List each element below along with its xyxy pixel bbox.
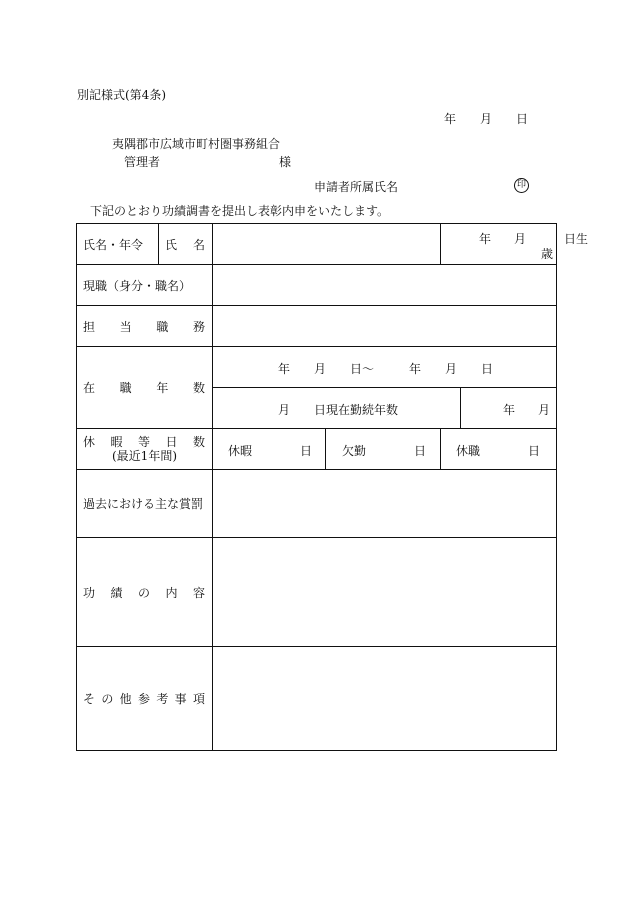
absence-label: 欠勤 xyxy=(342,444,367,458)
row-tenure-period xyxy=(77,347,557,388)
to-year: 年 xyxy=(409,362,422,376)
merit-label-cell xyxy=(77,538,213,647)
absence-cell[interactable] xyxy=(326,429,441,470)
position-label: 現職（身分・職名） xyxy=(77,265,213,306)
tenure-period-cell[interactable] xyxy=(213,347,557,388)
birthdate-cell[interactable] xyxy=(441,224,589,265)
awards-input-cell[interactable] xyxy=(213,470,557,538)
name-sublabel-cell xyxy=(159,224,213,265)
row-awards xyxy=(77,470,557,538)
leave-label: 休 暇 等 日 数 xyxy=(83,434,205,449)
intro-text: 下記のとおり功績調書を提出し表彰内申をいたします。 xyxy=(90,204,390,218)
date-day: 日 xyxy=(516,112,529,126)
row-leave xyxy=(77,429,557,470)
duty-label: 担 当 職 務 xyxy=(83,319,205,334)
row-merit xyxy=(77,538,557,647)
suspension-label: 休職 xyxy=(456,444,481,458)
from-day: 日～ xyxy=(350,362,375,376)
applicant-label: 申請者所属氏名 xyxy=(314,180,399,194)
position-input-cell[interactable] xyxy=(213,265,557,306)
birth-year: 年 xyxy=(479,232,492,246)
suspension-cell[interactable] xyxy=(441,429,557,470)
awards-label: 過去における主な賞罰 xyxy=(77,470,213,538)
vacation-label: 休暇 xyxy=(228,444,253,458)
form-label: 別記様式(第4条) xyxy=(77,88,166,102)
tenure-label-cell xyxy=(77,347,213,429)
from-month: 月 xyxy=(314,362,327,376)
tenure-months: 月 xyxy=(538,403,551,417)
to-month: 月 xyxy=(445,362,458,376)
tenure-years: 年 xyxy=(503,403,516,417)
asof-text: 日現在勤続年数 xyxy=(314,403,399,417)
leave-sublabel: (最近1年間) xyxy=(112,448,177,463)
from-year: 年 xyxy=(278,362,291,376)
duty-input-cell[interactable] xyxy=(213,306,557,347)
row-position xyxy=(77,265,557,306)
date-month: 月 xyxy=(480,112,493,126)
birth-month: 月 xyxy=(514,232,527,246)
leave-label-cell xyxy=(77,429,213,470)
asof-month: 月 xyxy=(278,403,291,417)
tenure-years-cell[interactable] xyxy=(461,388,557,429)
name-input-cell[interactable] xyxy=(213,224,441,265)
duty-label-cell xyxy=(77,306,213,347)
row-duty xyxy=(77,306,557,347)
other-input-cell[interactable] xyxy=(213,647,557,751)
merit-form-table xyxy=(76,223,589,751)
absence-day: 日 xyxy=(414,444,427,458)
to-day: 日 xyxy=(481,362,494,376)
name-age-label: 氏名・年令 xyxy=(77,224,159,265)
manager-title: 管理者 xyxy=(124,155,161,169)
other-label: そ の 他 参 考 事 項 xyxy=(83,692,205,706)
merit-input-cell[interactable] xyxy=(213,538,557,647)
organization-name: 夷隅郡市広域市町村圏事務組合 xyxy=(112,137,281,151)
tenure-label: 在 職 年 数 xyxy=(83,381,205,395)
vacation-cell[interactable] xyxy=(213,429,326,470)
row-other xyxy=(77,647,557,751)
name-sublabel: 氏 名 xyxy=(165,237,205,252)
suspension-day: 日 xyxy=(528,444,541,458)
other-label-cell xyxy=(77,647,213,751)
birth-day: 日生 xyxy=(564,232,589,246)
seal-icon: 印 xyxy=(514,178,529,193)
date-year: 年 xyxy=(444,112,457,126)
honorific: 様 xyxy=(279,155,292,169)
vacation-day: 日 xyxy=(300,444,313,458)
row-name-age xyxy=(77,224,557,265)
merit-label: 功 績 の 内 容 xyxy=(83,585,205,600)
tenure-asof-cell[interactable] xyxy=(213,388,461,429)
age-label: 歳 xyxy=(541,247,554,261)
